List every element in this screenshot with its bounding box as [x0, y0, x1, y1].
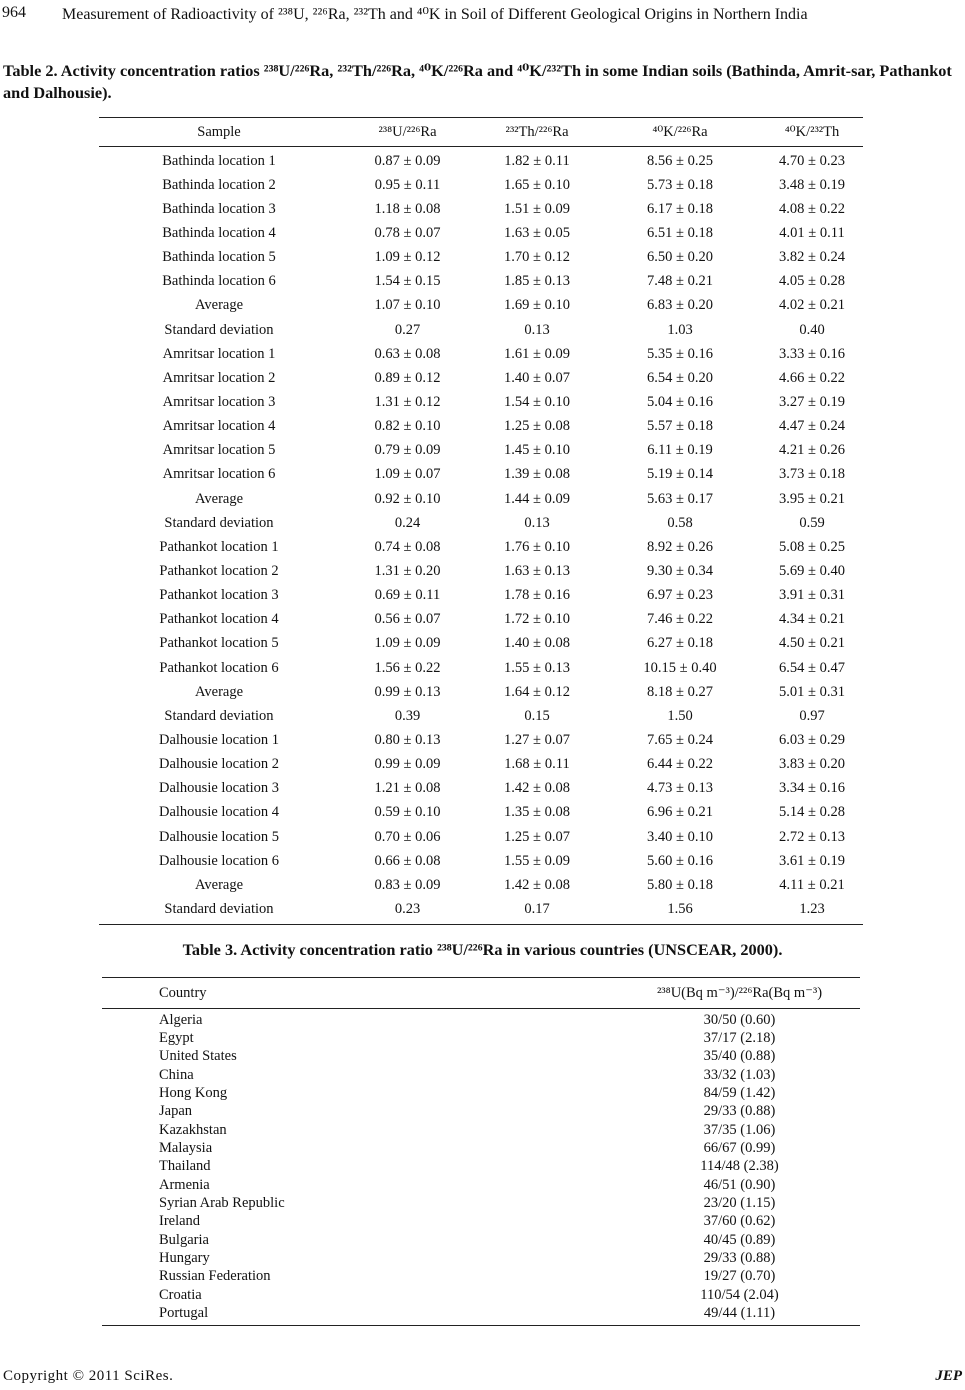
sample-name-cell: Standard deviation	[164, 900, 274, 917]
ratio-value-cell: 0.78 ± 0.07	[374, 224, 441, 241]
ratio-value-cell: 35/40 (0.88)	[703, 1048, 776, 1065]
ratio-value-cell: 5.80 ± 0.18	[647, 876, 713, 893]
table-row	[99, 511, 863, 535]
ratio-value-cell: 37/17 (2.18)	[703, 1030, 776, 1047]
ratio-value-cell: 1.51 ± 0.09	[504, 200, 570, 217]
ratio-value-cell: 5.69 ± 0.40	[779, 562, 845, 579]
ratio-value-cell: 1.69 ± 0.10	[504, 297, 570, 314]
sample-name-cell: Pathankot location 6	[159, 659, 279, 676]
table-row	[99, 463, 863, 487]
ratio-value-cell: 0.80 ± 0.13	[374, 731, 441, 748]
table-row	[102, 1066, 860, 1084]
ratio-value-cell: 2.72 ± 0.13	[779, 828, 845, 845]
ratio-value-cell: 7.48 ± 0.21	[647, 273, 713, 290]
sample-name-cell: Amritsar location 5	[162, 442, 276, 459]
table-row	[99, 849, 863, 873]
ratio-value-cell: 7.46 ± 0.22	[647, 611, 713, 628]
ratio-value-cell: 1.55 ± 0.09	[504, 852, 570, 869]
ratio-value-cell: 3.91 ± 0.31	[779, 587, 845, 604]
sample-name-cell: Average	[194, 683, 244, 700]
ratio-value-cell: 1.09 ± 0.12	[374, 249, 441, 266]
table-row	[102, 1231, 860, 1249]
ratio-value-cell: 37/35 (1.06)	[703, 1121, 776, 1138]
ratio-value-cell: 1.21 ± 0.08	[374, 780, 441, 797]
sample-name-cell: Average	[194, 297, 244, 314]
ratio-value-cell: 0.13	[524, 514, 550, 531]
table-row	[99, 221, 863, 245]
ratio-value-cell: 0.40	[799, 321, 825, 338]
ratio-value-cell: 9.30 ± 0.34	[647, 562, 713, 579]
ratio-value-cell: 5.19 ± 0.14	[647, 466, 713, 483]
ratio-value-cell: 5.04 ± 0.16	[647, 393, 713, 410]
sample-name-cell: Amritsar location 6	[162, 466, 276, 483]
table3-body	[102, 1009, 860, 1325]
ratio-value-cell: 23/20 (1.15)	[703, 1195, 776, 1212]
ratio-value-cell: 1.03	[667, 321, 693, 338]
ratio-value-cell: 110/54 (2.04)	[700, 1286, 779, 1303]
country-cell: Hong Kong	[159, 1085, 228, 1102]
ratio-value-cell: 0.69 ± 0.11	[374, 587, 441, 604]
table-row	[99, 487, 863, 511]
ratio-value-cell: 29/33 (0.88)	[703, 1250, 776, 1267]
ratio-value-cell: 6.50 ± 0.20	[647, 249, 713, 266]
running-header	[0, 2, 965, 24]
ratio-value-cell: 1.85 ± 0.13	[504, 273, 570, 290]
table-row	[99, 390, 863, 414]
ratio-value-cell: 1.63 ± 0.13	[504, 562, 570, 579]
table-row	[102, 1029, 860, 1047]
ratio-value-cell: 30/50 (0.60)	[703, 1011, 776, 1028]
country-cell: United States	[159, 1048, 237, 1065]
table-row	[99, 728, 863, 752]
ratio-value-cell: 0.66 ± 0.08	[374, 852, 441, 869]
ratio-value-cell: 1.64 ± 0.12	[504, 683, 570, 700]
ratio-value-cell: 19/27 (0.70)	[703, 1268, 776, 1285]
table-row	[102, 1158, 860, 1176]
sample-name-cell: Standard deviation	[164, 707, 274, 724]
sample-name-cell: Standard deviation	[164, 321, 274, 338]
table-row	[99, 801, 863, 825]
ratio-value-cell: 4.47 ± 0.24	[779, 418, 845, 435]
sample-name-cell: Bathinda location 5	[162, 249, 276, 266]
country-cell: China	[159, 1066, 194, 1083]
table3-col-country: Country	[159, 984, 207, 1001]
sample-name-cell: Dalhousie location 4	[158, 804, 279, 821]
ratio-value-cell: 1.25 ± 0.08	[504, 418, 570, 435]
country-cell: Malaysia	[159, 1140, 213, 1157]
ratio-value-cell: 3.34 ± 0.16	[779, 780, 845, 797]
ratio-value-cell: 49/44 (1.11)	[703, 1305, 776, 1322]
table2-col-sample: Sample	[197, 123, 241, 140]
ratio-value-cell: 3.33 ± 0.16	[779, 345, 845, 362]
table3-col-ratio: ²³⁸U(Bq m⁻³)/²²⁶Ra(Bq m⁻³)	[656, 984, 823, 1001]
sample-name-cell: Pathankot location 4	[159, 611, 279, 628]
ratio-value-cell: 0.92 ± 0.10	[374, 490, 441, 507]
sample-name-cell: Dalhousie location 6	[158, 852, 279, 869]
country-cell: Syrian Arab Republic	[159, 1195, 285, 1212]
ratio-value-cell: 0.83 ± 0.09	[374, 876, 441, 893]
ratio-value-cell: 0.70 ± 0.06	[374, 828, 441, 845]
ratio-value-cell: 1.42 ± 0.08	[504, 780, 570, 797]
table-row	[99, 246, 863, 270]
ratio-value-cell: 8.18 ± 0.27	[647, 683, 713, 700]
country-cell: Croatia	[159, 1286, 202, 1303]
table-row	[99, 704, 863, 728]
page-number: 964	[2, 4, 26, 21]
sample-name-cell: Dalhousie location 1	[158, 731, 279, 748]
ratio-value-cell: 0.63 ± 0.08	[374, 345, 441, 362]
ratio-value-cell: 0.89 ± 0.12	[374, 369, 441, 386]
ratio-value-cell: 1.42 ± 0.08	[504, 876, 570, 893]
ratio-value-cell: 1.70 ± 0.12	[504, 249, 570, 266]
table3-caption: Table 3. Activity concentration ratio ²³⁸U/²²⁶Ra in various countries (UNSCEAR, 2000).	[182, 940, 783, 959]
table-row	[99, 318, 863, 342]
ratio-value-cell: 0.79 ± 0.09	[374, 442, 441, 459]
ratio-value-cell: 3.95 ± 0.21	[779, 490, 845, 507]
ratio-value-cell: 1.61 ± 0.09	[504, 345, 570, 362]
table2-col-k40-th232: ⁴⁰K/²³²Th	[784, 123, 840, 140]
ratio-value-cell: 0.27	[394, 321, 421, 338]
ratio-value-cell: 0.82 ± 0.10	[374, 418, 441, 435]
table-row	[102, 1048, 860, 1066]
country-cell: Portugal	[159, 1305, 209, 1322]
sample-name-cell: Pathankot location 1	[159, 538, 279, 555]
ratio-value-cell: 5.73 ± 0.18	[647, 176, 713, 193]
table-row	[99, 777, 863, 801]
table-row	[99, 632, 863, 656]
ratio-value-cell: 4.50 ± 0.21	[779, 635, 845, 652]
ratio-value-cell: 1.56	[667, 900, 693, 917]
ratio-value-cell: 1.31 ± 0.12	[374, 393, 441, 410]
table2-col-k40-ra226: ⁴⁰K/²²⁶Ra	[652, 123, 708, 140]
ratio-value-cell: 1.50	[667, 707, 693, 724]
ratio-value-cell: 6.11 ± 0.19	[647, 442, 713, 459]
ratio-value-cell: 4.08 ± 0.22	[779, 200, 845, 217]
ratio-value-cell: 29/33 (0.88)	[703, 1103, 776, 1120]
ratio-value-cell: 6.54 ± 0.20	[647, 369, 713, 386]
country-cell: Japan	[159, 1103, 193, 1120]
ratio-value-cell: 1.78 ± 0.16	[504, 587, 570, 604]
country-cell: Bulgaria	[159, 1231, 209, 1248]
ratio-value-cell: 114/48 (2.38)	[700, 1158, 779, 1175]
table-row	[102, 1121, 860, 1139]
table3-header-row	[102, 978, 860, 1009]
ratio-value-cell: 0.97	[799, 707, 825, 724]
table-row	[102, 1084, 860, 1102]
table-row	[99, 173, 863, 197]
sample-name-cell: Amritsar location 4	[162, 418, 276, 435]
sample-name-cell: Amritsar location 2	[162, 369, 276, 386]
ratio-value-cell: 0.23	[394, 900, 421, 917]
table-row	[99, 439, 863, 463]
ratio-value-cell: 3.83 ± 0.20	[779, 756, 845, 773]
ratio-value-cell: 0.95 ± 0.11	[374, 176, 441, 193]
sample-name-cell: Pathankot location 2	[159, 562, 279, 579]
ratio-value-cell: 40/45 (0.89)	[703, 1231, 776, 1248]
ratio-value-cell: 4.05 ± 0.28	[779, 273, 845, 290]
ratio-value-cell: 6.17 ± 0.18	[647, 200, 713, 217]
table-row	[102, 1286, 860, 1304]
ratio-value-cell: 1.35 ± 0.08	[504, 804, 570, 821]
ratio-value-cell: 6.83 ± 0.20	[647, 297, 713, 314]
ratio-value-cell: 8.56 ± 0.25	[647, 152, 713, 169]
sample-name-cell: Bathinda location 6	[162, 273, 276, 290]
sample-name-cell: Pathankot location 3	[159, 587, 279, 604]
table2-caption: Table 2. Activity concentration ratios ²³⁸U/²²⁶Ra, ²³²Th/²²⁶Ra, ⁴⁰K/²²⁶Ra and ⁴⁰K/²³²Th in some Indian soils (Bathinda, Amrit-sar, Pathankot and Dalhousie).	[3, 61, 952, 102]
ratio-value-cell: 4.02 ± 0.21	[779, 297, 845, 314]
ratio-value-cell: 6.97 ± 0.23	[647, 587, 713, 604]
ratio-value-cell: 1.63 ± 0.05	[504, 224, 570, 241]
ratio-value-cell: 5.14 ± 0.28	[779, 804, 845, 821]
ratio-value-cell: 0.13	[524, 321, 550, 338]
ratio-value-cell: 0.59	[799, 514, 825, 531]
table-row	[99, 366, 863, 390]
ratio-value-cell: 3.61 ± 0.19	[779, 852, 845, 869]
country-cell: Ireland	[159, 1213, 201, 1230]
ratio-value-cell: 1.25 ± 0.07	[504, 828, 570, 845]
ratio-value-cell: 1.56 ± 0.22	[374, 659, 441, 676]
ratio-value-cell: 1.40 ± 0.08	[504, 635, 570, 652]
table-row	[99, 656, 863, 680]
table2-header-row	[99, 118, 863, 147]
table-row	[99, 608, 863, 632]
ratio-value-cell: 1.54 ± 0.10	[504, 393, 570, 410]
country-cell: Algeria	[159, 1011, 203, 1028]
ratio-value-cell: 1.40 ± 0.07	[504, 369, 570, 386]
ratio-value-cell: 3.40 ± 0.10	[647, 828, 713, 845]
ratio-value-cell: 3.82 ± 0.24	[779, 249, 845, 266]
ratio-value-cell: 1.72 ± 0.10	[504, 611, 570, 628]
ratio-value-cell: 0.58	[667, 514, 693, 531]
ratio-value-cell: 4.70 ± 0.23	[779, 152, 845, 169]
table-row	[102, 1213, 860, 1231]
ratio-value-cell: 0.59 ± 0.10	[374, 804, 441, 821]
ratio-value-cell: 3.48 ± 0.19	[779, 176, 845, 193]
table-row	[99, 873, 863, 897]
ratio-value-cell: 1.39 ± 0.08	[504, 466, 570, 483]
sample-name-cell: Average	[194, 490, 244, 507]
ratio-value-cell: 4.73 ± 0.13	[647, 780, 713, 797]
table-row	[102, 1139, 860, 1157]
ratio-value-cell: 4.21 ± 0.26	[779, 442, 845, 459]
ratio-value-cell: 5.60 ± 0.16	[647, 852, 713, 869]
table-row	[99, 753, 863, 777]
country-cell: Egypt	[159, 1030, 194, 1047]
table-row	[102, 1249, 860, 1267]
table-row	[102, 1103, 860, 1121]
ratio-value-cell: 5.01 ± 0.31	[779, 683, 845, 700]
sample-name-cell: Standard deviation	[164, 514, 274, 531]
table2-col-th232-ra226: ²³²Th/²²⁶Ra	[505, 123, 569, 140]
ratio-value-cell: 1.09 ± 0.07	[374, 466, 441, 483]
ratio-value-cell: 1.31 ± 0.20	[374, 562, 441, 579]
ratio-value-cell: 0.15	[524, 707, 550, 724]
table-row	[102, 1194, 860, 1212]
ratio-value-cell: 1.07 ± 0.10	[374, 297, 441, 314]
ratio-value-cell: 37/60 (0.62)	[703, 1213, 776, 1230]
ratio-value-cell: 5.63 ± 0.17	[647, 490, 713, 507]
ratio-value-cell: 6.51 ± 0.18	[647, 224, 713, 241]
sample-name-cell: Bathinda location 2	[162, 176, 276, 193]
ratio-value-cell: 0.24	[394, 514, 421, 531]
sample-name-cell: Pathankot location 5	[159, 635, 279, 652]
ratio-value-cell: 0.99 ± 0.09	[374, 756, 441, 773]
ratio-value-cell: 5.35 ± 0.16	[647, 345, 713, 362]
ratio-value-cell: 7.65 ± 0.24	[647, 731, 713, 748]
table-row	[99, 825, 863, 849]
ratio-value-cell: 3.73 ± 0.18	[779, 466, 845, 483]
ratio-value-cell: 10.15 ± 0.40	[643, 659, 717, 676]
ratio-value-cell: 1.18 ± 0.08	[374, 200, 441, 217]
ratio-value-cell: 4.66 ± 0.22	[779, 369, 845, 386]
table2	[99, 117, 863, 925]
ratio-value-cell: 33/32 (1.03)	[703, 1066, 776, 1083]
sample-name-cell: Bathinda location 4	[162, 224, 276, 241]
ratio-value-cell: 1.68 ± 0.11	[504, 756, 570, 773]
sample-name-cell: Dalhousie location 5	[158, 828, 279, 845]
running-title: Measurement of Radioactivity of ²³⁸U, ²²⁶Ra, ²³²Th and ⁴⁰K in Soil of Different Geological Origins in Northern India	[62, 6, 808, 23]
ratio-value-cell: 6.27 ± 0.18	[647, 635, 713, 652]
ratio-value-cell: 1.45 ± 0.10	[504, 442, 570, 459]
ratio-value-cell: 1.44 ± 0.09	[504, 490, 570, 507]
copyright-notice: Copyright © 2011 SciRes.	[3, 1368, 174, 1384]
table-row	[99, 897, 863, 921]
table-row	[99, 680, 863, 704]
ratio-value-cell: 6.03 ± 0.29	[779, 731, 845, 748]
country-cell: Kazakhstan	[159, 1121, 227, 1138]
ratio-value-cell: 1.65 ± 0.10	[504, 176, 570, 193]
country-cell: Armenia	[159, 1176, 210, 1193]
table-row	[99, 294, 863, 318]
table2-col-u238-ra226: ²³⁸U/²²⁶Ra	[378, 123, 437, 140]
ratio-value-cell: 0.74 ± 0.08	[374, 538, 441, 555]
ratio-value-cell: 1.27 ± 0.07	[504, 731, 570, 748]
journal-abbreviation: JEP	[935, 1368, 962, 1384]
ratio-value-cell: 1.23	[799, 900, 825, 917]
table-row	[102, 1011, 860, 1029]
ratio-value-cell: 3.27 ± 0.19	[779, 393, 845, 410]
ratio-value-cell: 66/67 (0.99)	[703, 1140, 776, 1157]
ratio-value-cell: 6.96 ± 0.21	[647, 804, 713, 821]
table-row	[99, 342, 863, 366]
ratio-value-cell: 84/59 (1.42)	[703, 1085, 776, 1102]
table3	[102, 977, 860, 1326]
table-row	[99, 270, 863, 294]
ratio-value-cell: 1.54 ± 0.15	[374, 273, 441, 290]
country-cell: Hungary	[159, 1250, 210, 1267]
country-cell: Thailand	[159, 1158, 211, 1175]
ratio-value-cell: 4.34 ± 0.21	[779, 611, 845, 628]
sample-name-cell: Bathinda location 3	[162, 200, 276, 217]
ratio-value-cell: 1.09 ± 0.09	[374, 635, 441, 652]
ratio-value-cell: 4.01 ± 0.11	[779, 224, 845, 241]
ratio-value-cell: 6.44 ± 0.22	[647, 756, 713, 773]
ratio-value-cell: 46/51 (0.90)	[703, 1176, 776, 1193]
table-row	[99, 149, 863, 173]
ratio-value-cell: 1.82 ± 0.11	[504, 152, 570, 169]
sample-name-cell: Dalhousie location 2	[158, 756, 279, 773]
country-cell: Russian Federation	[159, 1268, 271, 1285]
ratio-value-cell: 1.76 ± 0.10	[504, 538, 570, 555]
table-row	[99, 535, 863, 559]
table-row	[99, 197, 863, 221]
ratio-value-cell: 0.99 ± 0.13	[374, 683, 441, 700]
sample-name-cell: Amritsar location 1	[162, 345, 276, 362]
ratio-value-cell: 4.11 ± 0.21	[779, 876, 845, 893]
ratio-value-cell: 5.08 ± 0.25	[779, 538, 845, 555]
table-row	[99, 559, 863, 583]
ratio-value-cell: 0.87 ± 0.09	[374, 152, 441, 169]
ratio-value-cell: 8.92 ± 0.26	[647, 538, 713, 555]
table-row	[99, 415, 863, 439]
table2-body	[99, 147, 863, 924]
ratio-value-cell: 1.55 ± 0.13	[504, 659, 570, 676]
table-row	[102, 1176, 860, 1194]
sample-name-cell: Bathinda location 1	[162, 152, 276, 169]
sample-name-cell: Dalhousie location 3	[158, 780, 279, 797]
ratio-value-cell: 0.56 ± 0.07	[374, 611, 441, 628]
table-row	[102, 1268, 860, 1286]
ratio-value-cell: 0.39	[394, 707, 421, 724]
table-row	[99, 584, 863, 608]
sample-name-cell: Amritsar location 3	[162, 393, 276, 410]
ratio-value-cell: 0.17	[524, 900, 550, 917]
ratio-value-cell: 5.57 ± 0.18	[647, 418, 713, 435]
ratio-value-cell: 6.54 ± 0.47	[779, 659, 845, 676]
sample-name-cell: Average	[194, 876, 244, 893]
table-row	[102, 1305, 860, 1323]
